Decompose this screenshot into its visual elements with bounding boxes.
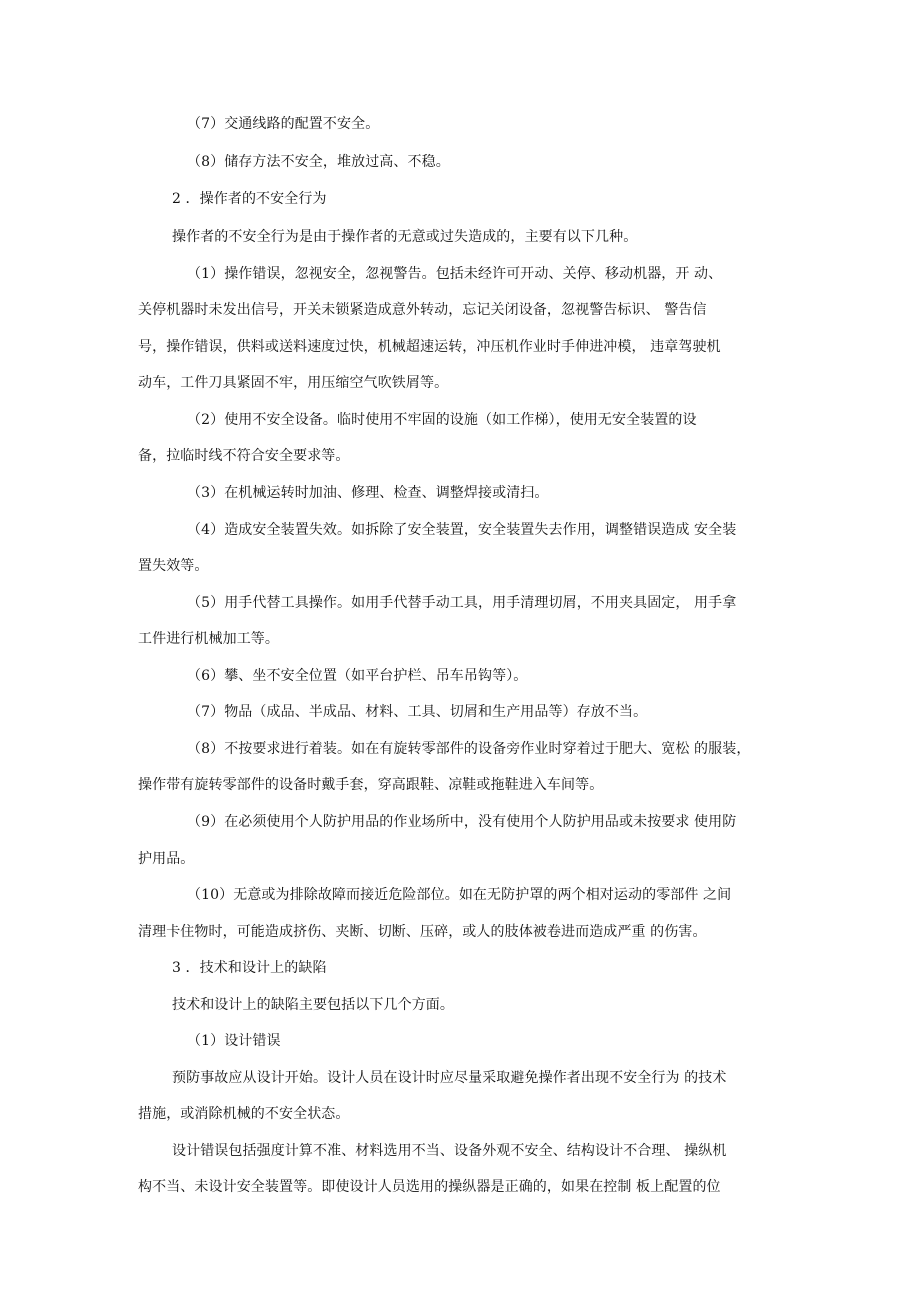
section-heading: 3 ．技术和设计上的缺陷 — [172, 960, 327, 976]
text-line: 清理卡住物时，可能造成挤伤、夹断、切断、压碎，或人的肢体被卷进而造成严重 的伤害。 — [138, 924, 707, 940]
text-line: 护用品。 — [138, 851, 195, 867]
text-line: 关停机器时未发出信号，开关未锁紧造成意外转动，忘记关闭设备，忽视警告标识、 警告信 — [138, 302, 707, 318]
text-line: 操作带有旋转零部件的设备时戴手套，穿高跟鞋、凉鞋或拖鞋进入车间等。 — [138, 777, 604, 793]
text-line: （8）储存方法不安全，堆放过高、不稳。 — [187, 154, 450, 170]
text-line: 工件进行机械加工等。 — [138, 631, 279, 647]
text-line: 技术和设计上的缺陷主要包括以下几个方面。 — [172, 997, 454, 1013]
text-line: 操作者的不安全行为是由于操作者的无意或过失造成的，主要有以下几种。 — [172, 229, 638, 245]
text-line: （10）无意或为排除故障而接近危险部位。如在无防护罩的两个相对运动的零部件 之间 — [187, 887, 732, 903]
text-line: （7）物品（成品、半成品、材料、工具、切屑和生产用品等）存放不当。 — [187, 704, 648, 720]
text-line: （5）用手代替工具操作。如用手代替手动工具，用手清理切屑，不用夹具固定， 用手拿 — [187, 595, 737, 611]
text-line: 预防事故应从设计开始。设计人员在设计时应尽量采取避免操作者出现不安全行为 的技术 — [172, 1070, 727, 1086]
text-line: （1）设计错误 — [187, 1033, 281, 1049]
text-line: 设计错误包括强度计算不准、材料选用不当、设备外观不安全、结构设计不合理、 操纵机 — [172, 1143, 727, 1159]
text-line: （4）造成安全装置失效。如拆除了安全装置，安全装置失去作用，调整错误造成 安全装 — [187, 522, 737, 538]
text-line: 措施，或消除机械的不安全状态。 — [138, 1106, 350, 1122]
text-line: （6）攀、坐不安全位置（如平台护栏、吊车吊钩等）。 — [187, 668, 528, 684]
text-line: （7）交通线路的配置不安全。 — [187, 116, 380, 132]
text-line: 号，操作错误，供料或送料速度过快，机械超速运转，冲压机作业时手伸进冲模， 违章驾驶机 — [138, 339, 721, 355]
text-line: （8）不按要求进行着装。如在有旋转零部件的设备旁作业时穿着过于肥大、宽松 的服装， — [187, 741, 751, 757]
text-line: （9）在必须使用个人防护用品的作业场所中，没有使用个人防护用品或未按要求 使用防 — [187, 814, 737, 830]
section-heading: 2 ．操作者的不安全行为 — [172, 191, 327, 207]
text-line: 置失效等。 — [138, 558, 209, 574]
text-line: 备，拉临时线不符合安全要求等。 — [138, 448, 350, 464]
text-line: （3）在机械运转时加油、修理、检查、调整焊接或清扫。 — [187, 485, 549, 501]
text-line: 动车，工件刀具紧固不牢，用压缩空气吹铁屑等。 — [138, 375, 449, 391]
text-line: 构不当、未设计安全装置等。即使设计人员选用的操纵器是正确的，如果在控制 板上配置的位 — [138, 1179, 721, 1195]
text-line: （2）使用不安全设备。临时使用不牢固的设施（如工作梯），使用无安全装置的设 — [187, 412, 697, 428]
text-line: （1）操作错误，忽视安全，忽视警告。包括未经许可开动、关停、移动机器，开 动、 — [187, 266, 723, 282]
